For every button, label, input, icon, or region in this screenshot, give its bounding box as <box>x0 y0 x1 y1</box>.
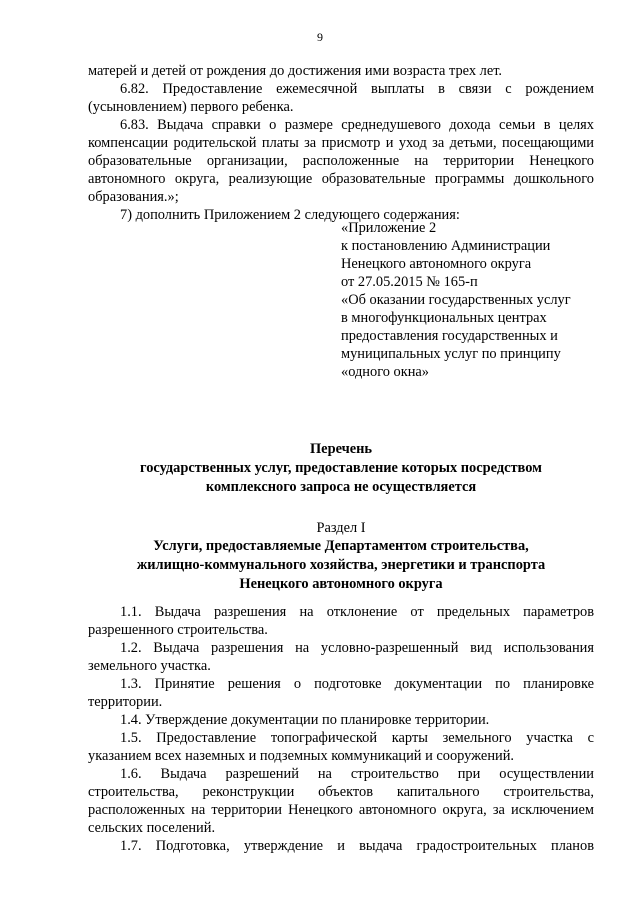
appendix-line: «Об оказании государственных услуг <box>341 292 571 308</box>
appendix-header <box>341 219 611 381</box>
service-item: 1.4. Утверждение документации по планировке территории. <box>120 712 490 728</box>
appendix-line: «Приложение 2 <box>341 220 437 236</box>
list-title-line: государственных услуг, предоставление которых посредством <box>140 460 542 476</box>
section-title-line: Ненецкого автономного округа <box>239 576 443 592</box>
list-title-line: комплексного запроса не осуществляется <box>205 479 477 495</box>
service-item: 1.3. Принятие решения о подготовке документации по планировке территории. <box>88 676 594 710</box>
appendix-line: «одного окна» <box>341 364 430 380</box>
service-item: 1.6. Выдача разрешений на строительство при осуществлении строительства, реконструкции объектов капитального строительства, расположенных на территории Ненецкого автономного округа, за исключением сельских поселений. <box>88 766 594 836</box>
service-item: 1.7. Подготовка, утверждение и выдача градостроительных планов <box>120 838 594 854</box>
section-label: Раздел I <box>316 520 366 536</box>
intro-text <box>88 62 594 224</box>
paragraph-item-7: 7) дополнить Приложением 2 следующего содержания: <box>120 207 460 223</box>
section-title <box>88 537 594 594</box>
service-item: 1.5. Предоставление топографической карты земельного участка с указанием всех наземных и подземных коммуникаций и сооружений. <box>88 730 594 764</box>
section-title-line: жилищно-коммунального хозяйства, энергетики и транспорта <box>136 557 546 573</box>
page-number: 9 <box>317 30 323 44</box>
appendix-line: предоставления государственных и <box>341 328 558 344</box>
appendix-line: Ненецкого автономного округа <box>341 256 532 272</box>
list-title <box>88 440 594 497</box>
paragraph-6-83: 6.83. Выдача справки о размере среднедушевого дохода семьи в целях компенсации родительской платы за присмотр и уход за детьми, посещающими образовательные организации, расположенные на территории Ненецкого автономного округа, реализующие образовательные программы дошкольного образования.»; <box>88 117 594 205</box>
service-item: 1.2. Выдача разрешения на условно-разрешенный вид использования земельного участка. <box>88 640 594 674</box>
services-list <box>88 603 594 855</box>
list-title-line: Перечень <box>309 441 373 457</box>
paragraph-6-82: 6.82. Предоставление ежемесячной выплаты в связи с рождением (усыновлением) первого ребенка. <box>88 81 594 115</box>
service-item: 1.1. Выдача разрешения на отклонение от предельных параметров разрешенного строительства. <box>88 604 594 638</box>
section-title-line: Услуги, предоставляемые Департаментом строительства, <box>153 538 529 554</box>
appendix-line: муниципальных услуг по принципу <box>341 346 561 362</box>
paragraph-continuation: матерей и детей от рождения до достижения ими возраста трех лет. <box>88 63 503 79</box>
appendix-line: от 27.05.2015 № 165-п <box>341 274 478 290</box>
appendix-line: к постановлению Администрации <box>341 238 551 254</box>
appendix-line: в многофункциональных центрах <box>341 310 547 326</box>
